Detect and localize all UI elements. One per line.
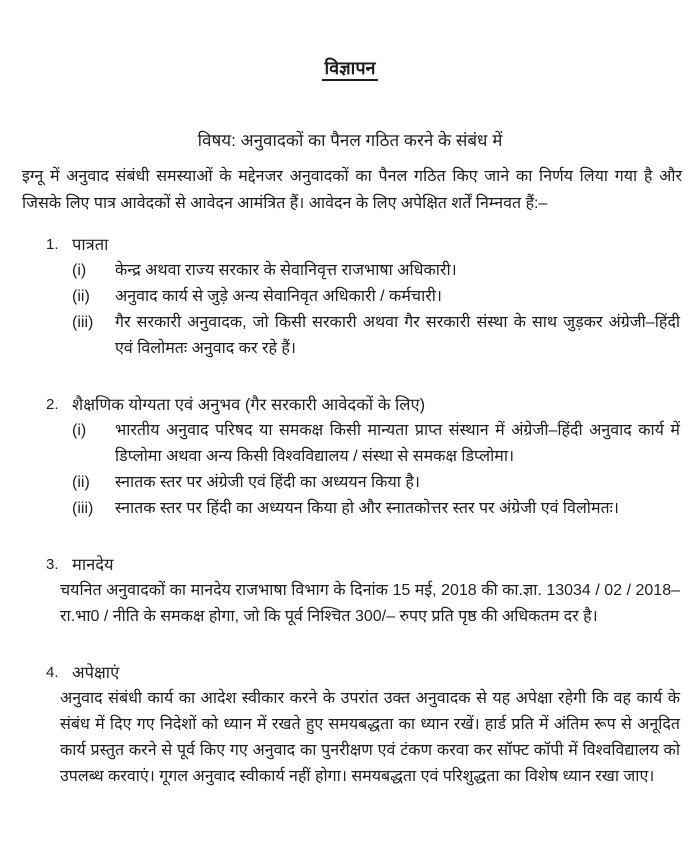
section-body: अनुवाद संबंधी कार्य का आदेश स्वीकार करने के उपरांत उक्त अनुवादक से यह अपेक्षा रहेगी कि वह कार्य के संबंध में दिए गए निदेशों को ध्यान में रखते हुए समयबद्धता का ध्यान रखें। हार्ड प्रति में अंतिम रूप से अनूदित कार्य प्रस्तुत करने से पूर्व किए गए अनुवाद का पुनरीक्षण एवं टंकण करवा कर सॉफ्ट कॉपी में विश्वविद्यालय को उपलब्ध करवाएं। गूगल अनुवाद स्वीकार्य नहीं होगा। समयबद्धता एवं परिशुद्धता का विशेष ध्यान रखा जाए। <box>60 690 680 785</box>
section-items <box>0 258 700 362</box>
section-number: 3. <box>46 556 59 573</box>
numbered-section <box>0 232 700 362</box>
section-heading-row <box>46 392 680 418</box>
intro-paragraph: इग्नू में अनुवाद संबंधी समस्याओं के मद्देनजर अनुवादकों का पैनल गठित किए जाने का निर्णय लिया गया है और जिसके लिए पात्र आवेदकों से आवेदन आमंत्रित हैं। आवेदन के लिए अपेक्षित शर्तें निम्नवत हैं:– <box>22 168 682 212</box>
section-heading: पात्रता <box>72 236 109 254</box>
item-text: स्नातक स्तर पर हिंदी का अध्ययन किया हो और स्नातकोत्तर स्तर पर अंग्रेजी एवं विलोमतः। <box>115 500 619 517</box>
numbered-section <box>0 392 700 522</box>
sections <box>0 232 700 790</box>
item-marker: (i) <box>72 422 87 439</box>
section-heading-row <box>46 552 680 578</box>
section-heading: अपेक्षाएं <box>72 664 120 682</box>
item-text: अनुवाद कार्य से जुड़े अन्य सेवानिवृत अधिकारी / कर्मचारी। <box>115 288 442 305</box>
item-marker: (ii) <box>72 474 90 491</box>
section-heading: शैक्षणिक योग्यता एवं अनुभव (गैर सरकारी आवेदकों के लिए) <box>72 396 426 414</box>
item-text: भारतीय अनुवाद परिषद या समकक्ष किसी मान्यता प्राप्त संस्थान में अंग्रेजी–हिंदी अनुवाद कार्य में डिप्लोमा अथवा अन्य किसी विश्वविद्यालय / संस्था से समकक्ष डिप्लोमा। <box>115 422 680 465</box>
section-number: 2. <box>46 396 59 413</box>
section-body: चयनित अनुवादकों का मानदेय राजभाषा विभाग के दिनांक 15 मई, 2018 की का.ज्ञा. 13034 / 02 / 2018–रा.भा0 / नीति के समकक्ष होगा, जो कि पूर्व निश्चित 300/– रुपए प्रति पृष्ठ की अधिकतम दर है। <box>60 582 680 625</box>
section-heading: मानदेय <box>72 556 114 574</box>
numbered-section <box>0 552 700 630</box>
numbered-section <box>0 660 700 790</box>
item-text: स्नातक स्तर पर अंग्रेजी एवं हिंदी का अध्ययन किया है। <box>115 474 420 491</box>
item-marker: (ii) <box>72 288 90 305</box>
section-heading-row <box>46 232 680 258</box>
list-item <box>72 418 680 470</box>
document-title-text: विज्ञापन <box>322 58 377 81</box>
document-title <box>0 54 700 82</box>
section-number: 1. <box>46 236 59 253</box>
subject-line: विषय: अनुवादकों का पैनल गठित करने के संबंध में <box>197 131 503 150</box>
item-marker: (iii) <box>72 314 94 331</box>
list-item <box>72 310 680 362</box>
list-item <box>72 470 680 496</box>
list-item <box>72 284 680 310</box>
list-item <box>72 258 680 284</box>
section-heading-row <box>46 660 680 686</box>
item-text: केन्द्र अथवा राज्य सरकार के सेवानिवृत्त राजभाषा अधिकारी। <box>115 262 457 279</box>
item-marker: (iii) <box>72 500 94 517</box>
section-items <box>0 418 700 522</box>
list-item <box>72 496 680 522</box>
item-text: गैर सरकारी अनुवादक, जो किसी सरकारी अथवा गैर सरकारी संस्था के साथ जुड़कर अंग्रेजी–हिंदी एवं विलोमतः अनुवाद कर रहे हैं। <box>115 314 680 357</box>
section-number: 4. <box>46 664 59 681</box>
item-marker: (i) <box>72 262 87 279</box>
